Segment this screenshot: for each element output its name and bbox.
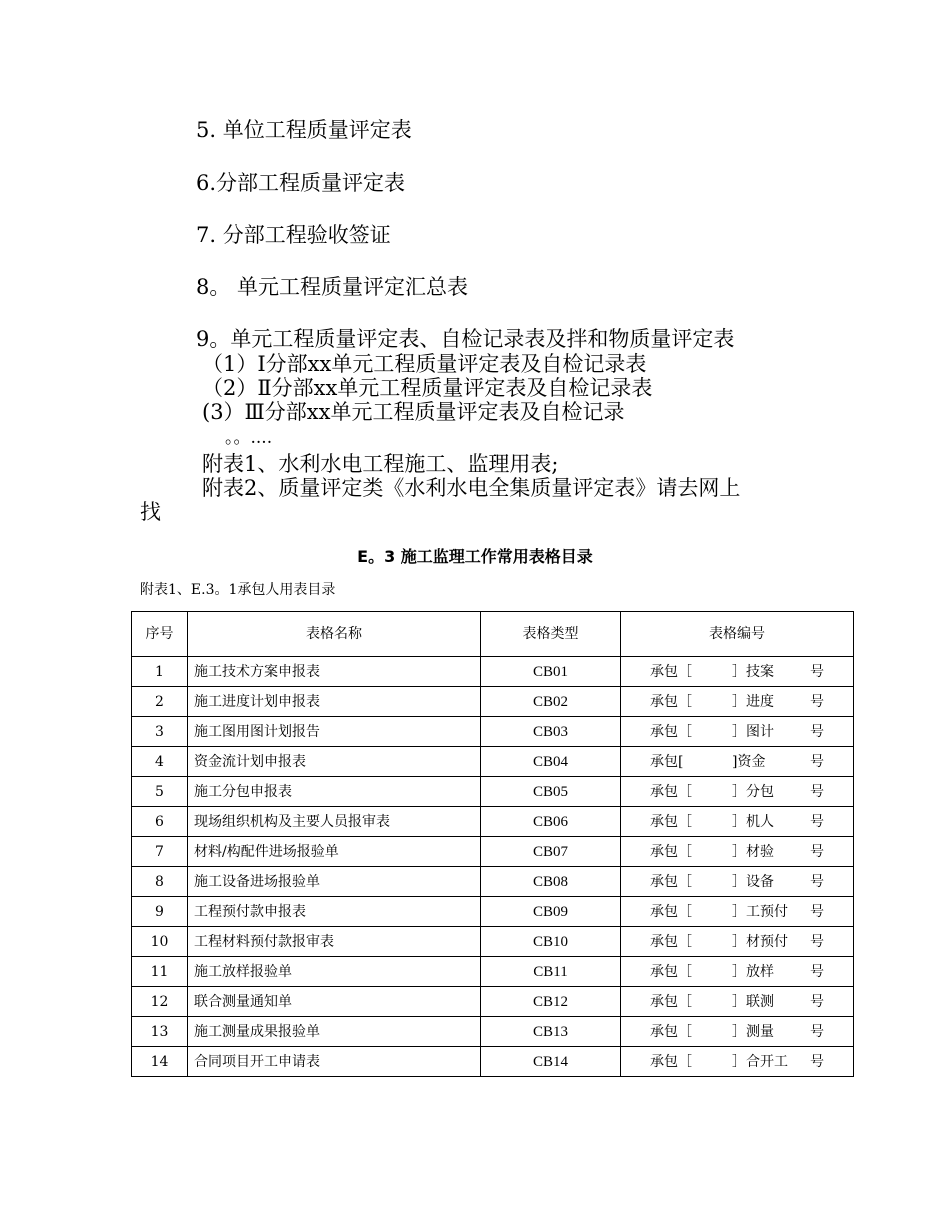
form-type: CB14 [481, 1047, 621, 1077]
form-code-mid: ］联测 [732, 993, 774, 1010]
form-code-prefix: 承包［ [650, 663, 692, 680]
header-code: 表格编号 [621, 612, 854, 657]
row-number: 9 [132, 897, 188, 927]
form-code [621, 747, 854, 777]
appendix-2-continuation: 找 [140, 500, 161, 524]
header-name: 表格名称 [188, 612, 481, 657]
table-row [132, 657, 854, 687]
form-code-prefix: 承包［ [650, 873, 692, 890]
table-row [132, 927, 854, 957]
form-type: CB13 [481, 1017, 621, 1047]
form-code [621, 867, 854, 897]
form-catalog-table [131, 611, 854, 1077]
form-code-prefix: 承包［ [650, 813, 692, 830]
form-code-mid: ］分包 [732, 783, 774, 800]
table-row [132, 837, 854, 867]
sub-item-1: （1）Ⅰ分部xx单元工程质量评定表及自检记录表 [202, 352, 647, 376]
form-code-prefix: 承包［ [650, 933, 692, 950]
form-code-prefix: 承包［ [650, 963, 692, 980]
form-code-mid: ］材预付 [732, 933, 788, 950]
table-row [132, 807, 854, 837]
form-code-suffix: 号 [810, 903, 824, 920]
table-caption: 附表1、E.3。1承包人用表目录 [140, 582, 336, 598]
table-row [132, 957, 854, 987]
form-code-suffix: 号 [810, 1023, 824, 1040]
sub-item-2: （2）Ⅱ分部xx单元工程质量评定表及自检记录表 [202, 376, 653, 400]
form-code [621, 717, 854, 747]
form-code-suffix: 号 [810, 843, 824, 860]
row-number: 4 [132, 747, 188, 777]
form-name: 工程预付款申报表 [188, 897, 481, 927]
ellipsis-line: 。。.... [225, 428, 273, 448]
form-code-prefix: 承包［ [650, 903, 692, 920]
form-name: 施工测量成果报验单 [188, 1017, 481, 1047]
row-number: 3 [132, 717, 188, 747]
table-row [132, 987, 854, 1017]
form-code-suffix: 号 [810, 873, 824, 890]
form-name: 施工进度计划申报表 [188, 687, 481, 717]
form-type: CB01 [481, 657, 621, 687]
section-heading: E。3 施工监理工作常用表格目录 [357, 547, 593, 566]
form-name: 施工设备进场报验单 [188, 867, 481, 897]
table-row [132, 687, 854, 717]
form-name: 资金流计划申报表 [188, 747, 481, 777]
form-type: CB04 [481, 747, 621, 777]
row-number: 12 [132, 987, 188, 1017]
form-code-suffix: 号 [810, 753, 824, 770]
form-code-mid: ］技案 [732, 663, 774, 680]
form-name: 施工分包申报表 [188, 777, 481, 807]
row-number: 2 [132, 687, 188, 717]
form-name: 合同项目开工申请表 [188, 1047, 481, 1077]
row-number: 5 [132, 777, 188, 807]
form-code [621, 1017, 854, 1047]
header-no: 序号 [132, 612, 188, 657]
list-item-6: 6.分部工程质量评定表 [196, 171, 406, 195]
form-code [621, 687, 854, 717]
row-number: 1 [132, 657, 188, 687]
table-row [132, 867, 854, 897]
header-type: 表格类型 [481, 612, 621, 657]
form-code [621, 837, 854, 867]
form-code-suffix: 号 [810, 693, 824, 710]
list-item-8: 8。 单元工程质量评定汇总表 [196, 275, 469, 299]
table-row [132, 777, 854, 807]
form-code [621, 897, 854, 927]
appendix-1-line: 附表1、水利水电工程施工、监理用表; [202, 452, 559, 476]
row-number: 10 [132, 927, 188, 957]
form-code-mid: ］材验 [732, 843, 774, 860]
form-type: CB10 [481, 927, 621, 957]
form-code-mid: ］设备 [732, 873, 774, 890]
form-type: CB05 [481, 777, 621, 807]
table-header-row [132, 612, 854, 657]
form-code-prefix: 承包［ [650, 1053, 692, 1070]
sub-item-3: (3）Ⅲ分部xx单元工程质量评定表及自检记录 [202, 400, 625, 424]
table-row [132, 897, 854, 927]
row-number: 11 [132, 957, 188, 987]
form-code-suffix: 号 [810, 723, 824, 740]
form-code-suffix: 号 [810, 933, 824, 950]
form-code-prefix: 承包［ [650, 843, 692, 860]
list-item-9: 9。单元工程质量评定表、自检记录表及拌和物质量评定表 [196, 327, 735, 351]
table-row [132, 747, 854, 777]
form-type: CB02 [481, 687, 621, 717]
form-code-prefix: 承包［ [650, 783, 692, 800]
appendix-2-line: 附表2、质量评定类《水利水电全集质量评定表》请去网上 [202, 476, 741, 500]
form-code-mid: ］放样 [732, 963, 774, 980]
form-code-mid: ］机人 [732, 813, 774, 830]
row-number: 6 [132, 807, 188, 837]
form-name: 工程材料预付款报审表 [188, 927, 481, 957]
list-item-5: 5. 单位工程质量评定表 [196, 118, 412, 142]
table-body [132, 657, 854, 1077]
form-code-mid: ］测量 [732, 1023, 774, 1040]
row-number: 7 [132, 837, 188, 867]
form-type: CB09 [481, 897, 621, 927]
form-name: 施工图用图计划报告 [188, 717, 481, 747]
form-name: 联合测量通知单 [188, 987, 481, 1017]
form-code-suffix: 号 [810, 1053, 824, 1070]
form-name: 施工放样报验单 [188, 957, 481, 987]
form-type: CB03 [481, 717, 621, 747]
form-name: 材料/构配件进场报验单 [188, 837, 481, 867]
form-code [621, 807, 854, 837]
form-code-suffix: 号 [810, 663, 824, 680]
form-code [621, 777, 854, 807]
form-code-prefix: 承包［ [650, 693, 692, 710]
list-item-7: 7. 分部工程验收签证 [196, 223, 391, 247]
form-code-prefix: 承包［ [650, 1023, 692, 1040]
form-code-mid: ］合开工 [732, 1053, 788, 1070]
form-type: CB12 [481, 987, 621, 1017]
form-type: CB06 [481, 807, 621, 837]
table-row [132, 1047, 854, 1077]
form-code-mid: ］图计 [732, 723, 774, 740]
form-code-suffix: 号 [810, 963, 824, 980]
row-number: 8 [132, 867, 188, 897]
form-code-prefix: 承包［ [650, 993, 692, 1010]
row-number: 14 [132, 1047, 188, 1077]
form-code-mid: ］工预付 [732, 903, 788, 920]
table-row [132, 1017, 854, 1047]
table-row [132, 717, 854, 747]
form-type: CB07 [481, 837, 621, 867]
form-code [621, 957, 854, 987]
form-code-prefix: 承包［ [650, 723, 692, 740]
form-type: CB08 [481, 867, 621, 897]
form-code-suffix: 号 [810, 993, 824, 1010]
form-type: CB11 [481, 957, 621, 987]
form-code-suffix: 号 [810, 783, 824, 800]
form-code-mid: ］进度 [732, 693, 774, 710]
form-code [621, 1047, 854, 1077]
form-code [621, 927, 854, 957]
form-code [621, 987, 854, 1017]
form-code-prefix: 承包[ [650, 753, 684, 770]
form-code-mid: ]资金 [732, 753, 766, 770]
form-code [621, 657, 854, 687]
form-code-suffix: 号 [810, 813, 824, 830]
row-number: 13 [132, 1017, 188, 1047]
form-name: 现场组织机构及主要人员报审表 [188, 807, 481, 837]
form-name: 施工技术方案申报表 [188, 657, 481, 687]
